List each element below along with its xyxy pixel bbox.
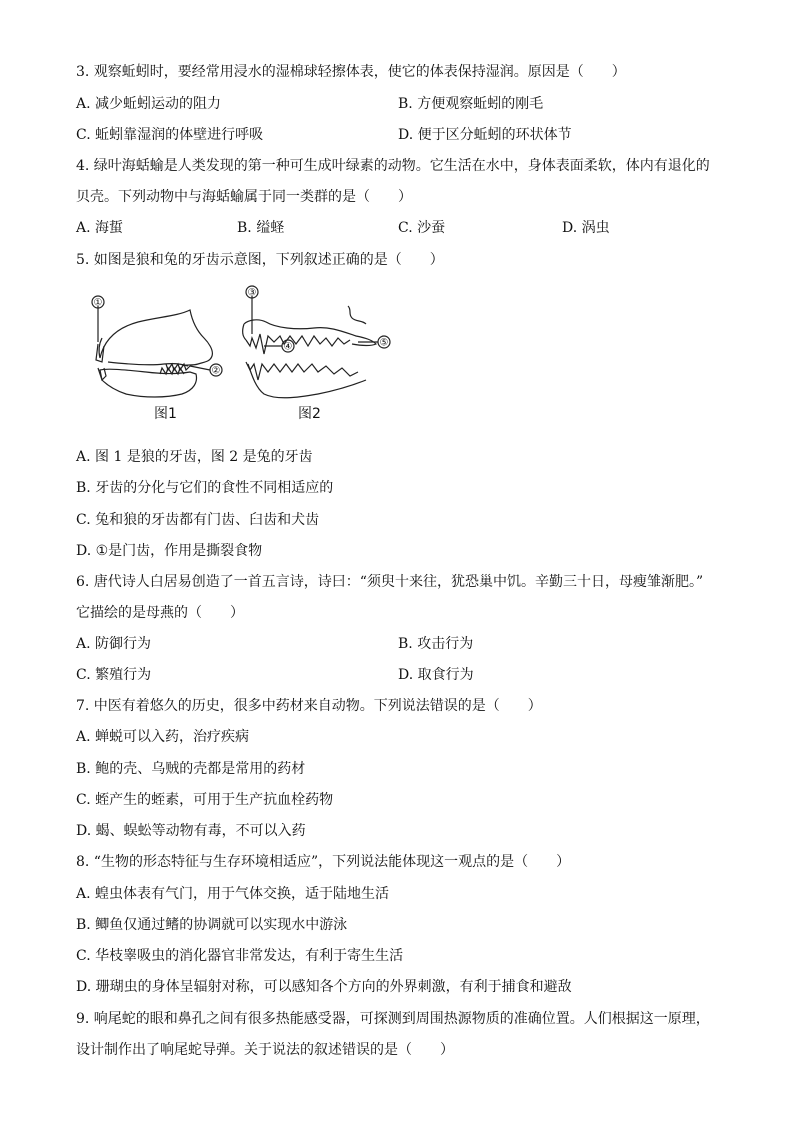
- q3-option-a: A. 减少蚯蚓运动的阻力: [76, 96, 222, 112]
- q7-option-d: D. 蝎、蜈蚣等动物有毒，不可以入药: [76, 823, 306, 839]
- q4-option-b: B. 缢蛏: [237, 220, 285, 236]
- figure1-caption: 图1: [154, 406, 177, 422]
- q6-stem-line1: 6. 唐代诗人白居易创造了一首五言诗，诗曰：“须臾十来往，犹恐巢中饥。辛勤三十日，母瘦雏渐肥。”: [76, 574, 704, 590]
- q9-stem-line2: 设计制作出了响尾蛇导弹。关于说法的叙述错误的是（ ）: [76, 1042, 454, 1058]
- q8-option-c: C. 华枝睾吸虫的消化器官非常发达，有利于寄生生活: [76, 948, 404, 964]
- teeth-diagram: [86, 284, 406, 424]
- q5-stem: 5. 如图是狼和兔的牙齿示意图，下列叙述正确的是（ ）: [76, 252, 444, 268]
- q3-option-d: D. 便于区分蚯蚓的环状体节: [398, 127, 572, 143]
- q4-option-d: D. 涡虫: [562, 220, 610, 236]
- q7-option-b: B. 鲍的壳、乌贼的壳都是常用的药材: [76, 761, 306, 777]
- q6-option-a: A. 防御行为: [76, 636, 152, 652]
- q8-option-d: D. 珊瑚虫的身体呈辐射对称，可以感知各个方向的外界刺激，有利于捕食和避敌: [76, 979, 572, 995]
- q4-stem-line1: 4. 绿叶海蛞蝓是人类发现的第一种可生成叶绿素的动物。它生活在水中，身体表面柔软，体内有退化的: [76, 158, 710, 174]
- q3-option-c: C. 蚯蚓靠湿润的体壁进行呼吸: [76, 127, 264, 143]
- figure1-rabbit-skull: [92, 296, 222, 397]
- q8-option-b: B. 鲫鱼仅通过鳍的协调就可以实现水中游泳: [76, 917, 348, 933]
- q6-stem-line2: 它描绘的是母燕的（ ）: [76, 605, 244, 621]
- q6-option-c: C. 繁殖行为: [76, 667, 152, 683]
- q5-option-a: A. 图 1 是狼的牙齿，图 2 是兔的牙齿: [76, 449, 313, 465]
- q8-stem: 8. “生物的形态特征与生存环境相适应”，下列说法能体现这一观点的是（ ）: [76, 854, 571, 870]
- marker-3: ③: [247, 287, 257, 299]
- q8-option-a: A. 蝗虫体表有气门，用于气体交换，适于陆地生活: [76, 886, 390, 902]
- marker-4: ④: [283, 341, 293, 353]
- marker-5: ⑤: [379, 337, 389, 349]
- q7-stem: 7. 中医有着悠久的历史，很多中药材来自动物。下列说法错误的是（ ）: [76, 698, 542, 714]
- figure2-wolf-skull: [243, 286, 390, 398]
- marker-1: ①: [93, 297, 103, 309]
- q5-option-c: C. 兔和狼的牙齿都有门齿、臼齿和犬齿: [76, 512, 320, 528]
- marker-2: ②: [211, 365, 221, 377]
- q4-option-a: A. 海蜇: [76, 220, 124, 236]
- q3-option-b: B. 方便观察蚯蚓的刚毛: [398, 96, 544, 112]
- q6-option-b: B. 攻击行为: [398, 636, 474, 652]
- q9-stem-line1: 9. 响尾蛇的眼和鼻孔之间有很多热能感受器，可探测到周围热源物质的准确位置。人们根据这一原理，: [76, 1011, 710, 1027]
- q3-stem: 3. 观察蚯蚓时，要经常用浸水的湿棉球轻擦体表，使它的体表保持湿润。原因是（ ）: [76, 64, 626, 80]
- q7-option-c: C. 蛭产生的蛭素，可用于生产抗血栓药物: [76, 792, 334, 808]
- q7-option-a: A. 蝉蜕可以入药，治疗疾病: [76, 729, 250, 745]
- q4-stem-line2: 贝壳。下列动物中与海蛞蝓属于同一类群的是（ ）: [76, 189, 412, 205]
- q4-option-c: C. 沙蚕: [398, 220, 446, 236]
- q6-option-d: D. 取食行为: [398, 667, 474, 683]
- q5-option-b: B. 牙齿的分化与它们的食性不同相适应的: [76, 480, 334, 496]
- q5-option-d: D. ①是门齿，作用是撕裂食物: [76, 543, 263, 559]
- figure2-caption: 图2: [298, 406, 321, 422]
